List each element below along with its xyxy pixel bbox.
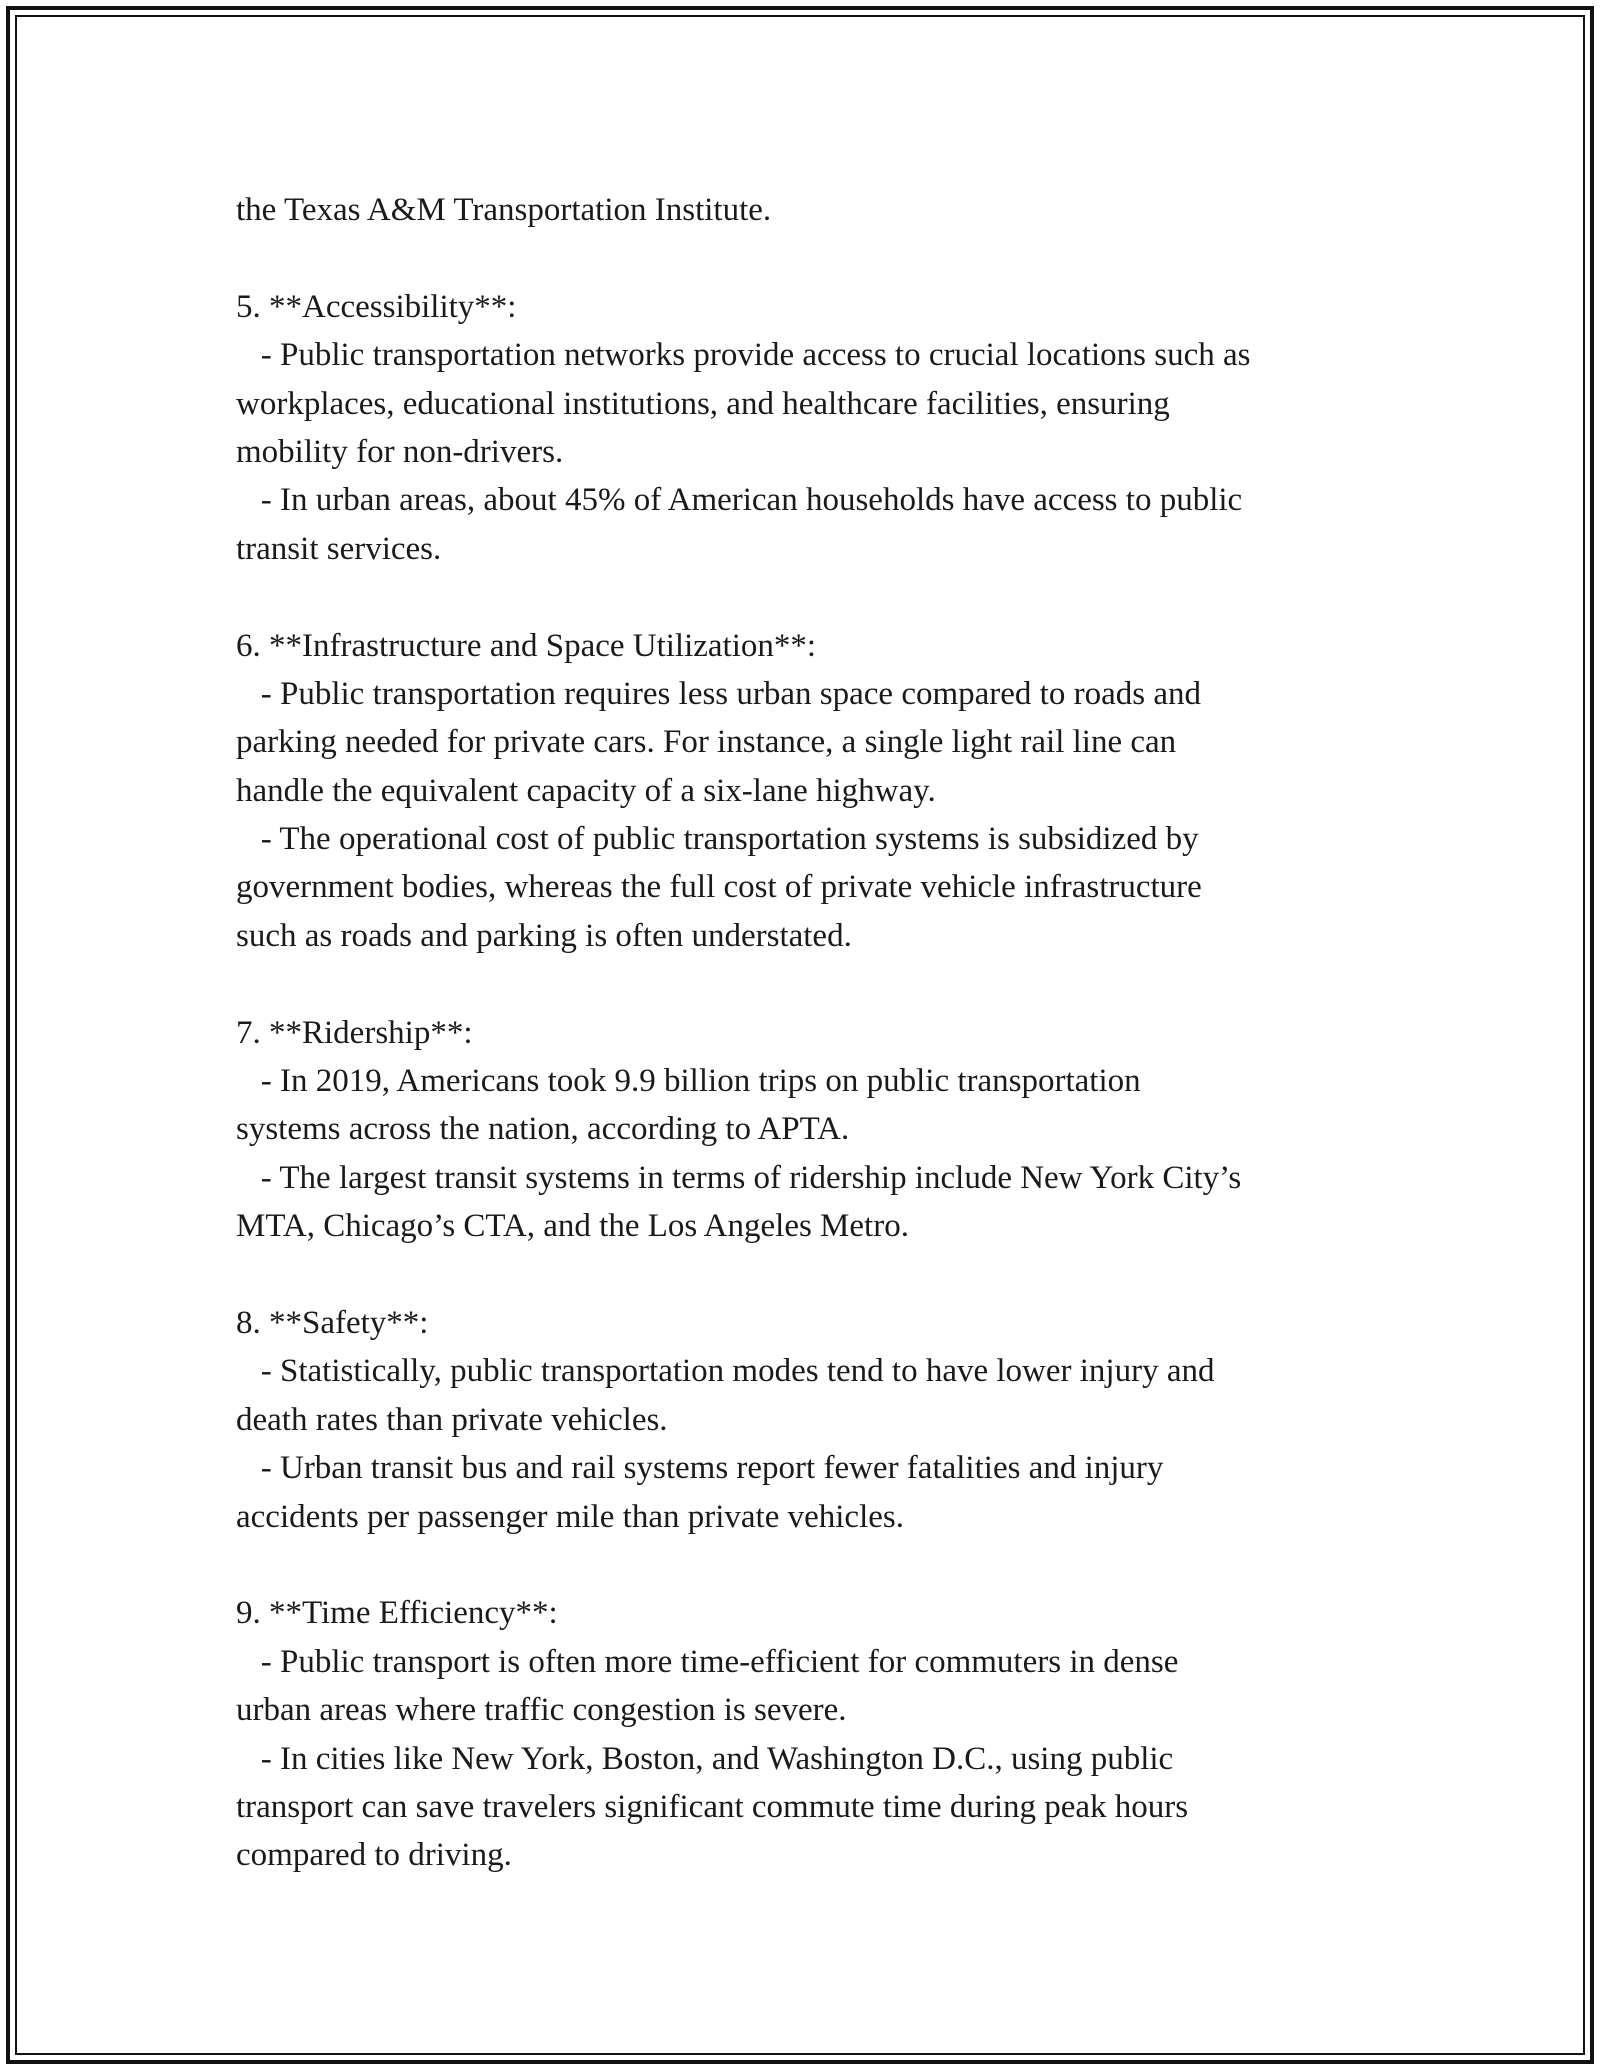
section-line: death rates than private vehicles. <box>236 1401 668 1438</box>
paragraph-gap <box>236 234 1416 282</box>
section-line: transport can save travelers significant commute time during peak hours <box>236 1788 1189 1825</box>
section-heading: 9. **Time Efficiency**: <box>236 1595 558 1632</box>
section-line: - Statistically, public transportation modes tend to have lower injury and <box>236 1353 1215 1390</box>
section-line: mobility for non-drivers. <box>236 433 564 470</box>
document-body <box>236 186 1416 1880</box>
section-line: - Public transportation networks provide access to crucial locations such as <box>236 337 1251 374</box>
section-line: - Public transport is often more time-efficient for commuters in dense <box>236 1643 1179 1680</box>
section-line: - The largest transit systems in terms of ridership include New York City’s <box>236 1159 1242 1196</box>
section-line: workplaces, educational institutions, and healthcare facilities, ensuring <box>236 385 1170 422</box>
section-line: MTA, Chicago’s CTA, and the Los Angeles Metro. <box>236 1208 909 1245</box>
section-line: transit services. <box>236 530 442 567</box>
paragraph-gap <box>236 1541 1416 1589</box>
section-heading: 6. **Infrastructure and Space Utilization**: <box>236 627 817 664</box>
paragraph-gap <box>236 1251 1416 1299</box>
section-heading: 8. **Safety**: <box>236 1304 429 1341</box>
section-line: government bodies, whereas the full cost of private vehicle infrastructure <box>236 869 1202 906</box>
section-line: systems across the nation, according to APTA. <box>236 1111 850 1148</box>
section-line: - In 2019, Americans took 9.9 billion trips on public transportation <box>236 1063 1141 1100</box>
section-heading: 5. **Accessibility**: <box>236 288 517 325</box>
section-line: - In urban areas, about 45% of American households have access to public <box>236 482 1243 519</box>
section-line: - Urban transit bus and rail systems report fewer fatalities and injury <box>236 1450 1164 1487</box>
section-line: handle the equivalent capacity of a six-lane highway. <box>236 772 936 809</box>
section-line: - The operational cost of public transportation systems is subsidized by <box>236 821 1199 858</box>
section-line: - In cities like New York, Boston, and Washington D.C., using public <box>236 1740 1174 1777</box>
section-line: such as roads and parking is often understated. <box>236 917 852 954</box>
paragraph-gap <box>236 573 1416 621</box>
section-line: compared to driving. <box>236 1837 512 1874</box>
paragraph-gap <box>236 960 1416 1008</box>
section-line: urban areas where traffic congestion is severe. <box>236 1692 847 1729</box>
section-line: accidents per passenger mile than private vehicles. <box>236 1498 904 1535</box>
section-heading: 7. **Ridership**: <box>236 1014 473 1051</box>
continuation-line: the Texas A&M Transportation Institute. <box>236 192 772 228</box>
section-line: parking needed for private cars. For instance, a single light rail line can <box>236 724 1177 761</box>
section-line: - Public transportation requires less urban space compared to roads and <box>236 675 1201 712</box>
